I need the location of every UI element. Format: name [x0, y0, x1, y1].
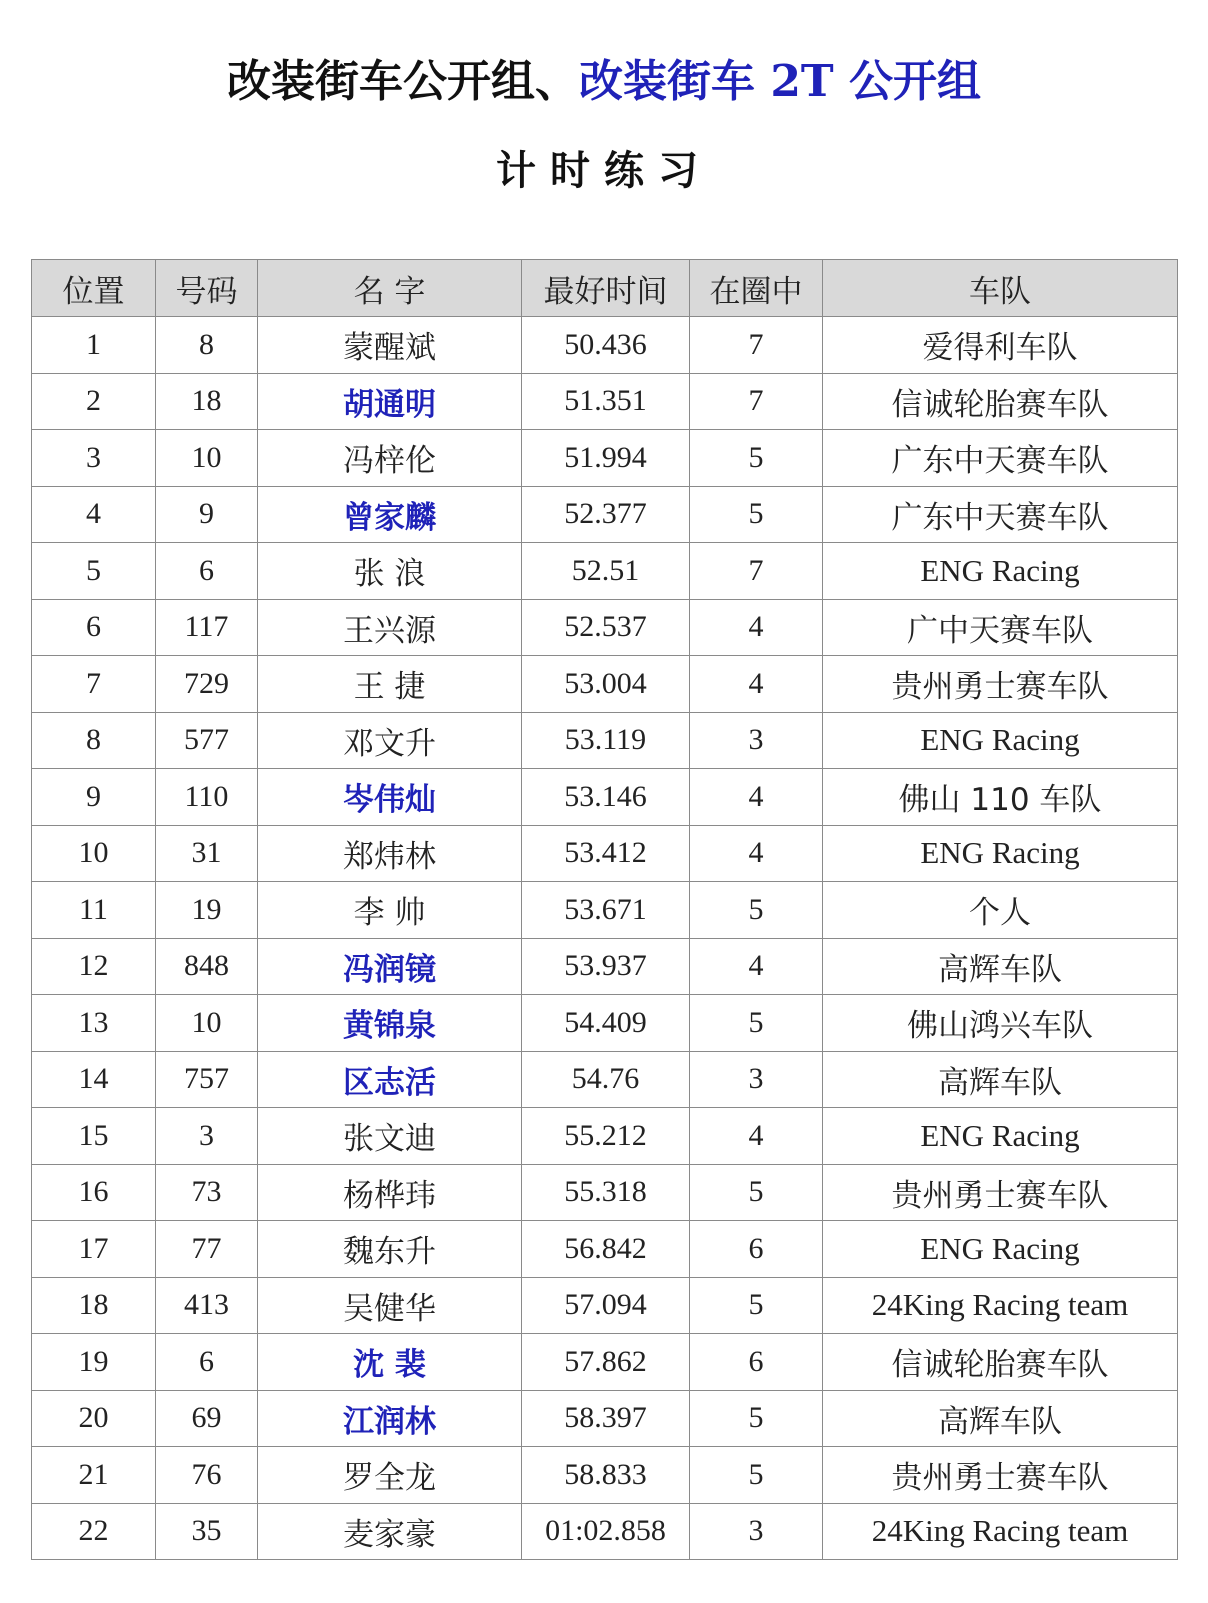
table-row — [32, 317, 1178, 374]
name-cell: 邓文升 — [258, 712, 522, 769]
team-cell: ENG Racing — [823, 1221, 1178, 1278]
header-team: 车队 — [823, 260, 1178, 317]
team-cell: 信诚轮胎赛车队 — [823, 1334, 1178, 1391]
table-row — [32, 1221, 1178, 1278]
best-time-cell: 51.351 — [522, 373, 690, 430]
best-time-cell: 52.377 — [522, 486, 690, 543]
position-cell: 22 — [32, 1503, 156, 1560]
best-time-cell: 53.412 — [522, 825, 690, 882]
best-time-cell: 54.409 — [522, 995, 690, 1052]
name-cell: 区志活 — [258, 1051, 522, 1108]
name-cell: 黄锦泉 — [258, 995, 522, 1052]
name-cell: 罗全龙 — [258, 1447, 522, 1504]
best-time-cell: 57.094 — [522, 1277, 690, 1334]
number-cell: 729 — [156, 656, 258, 713]
team-cell: 广东中天赛车队 — [823, 486, 1178, 543]
position-cell: 2 — [32, 373, 156, 430]
position-cell: 17 — [32, 1221, 156, 1278]
position-cell: 12 — [32, 938, 156, 995]
table-row — [32, 656, 1178, 713]
name-cell: 蒙醒斌 — [258, 317, 522, 374]
table-body — [32, 317, 1178, 1560]
table-row — [32, 1503, 1178, 1560]
best-time-cell: 55.318 — [522, 1164, 690, 1221]
table-row — [32, 938, 1178, 995]
laps-cell: 5 — [690, 995, 823, 1052]
best-time-cell: 54.76 — [522, 1051, 690, 1108]
title-blue-part: 改装街车 2T 公开组 — [579, 56, 981, 107]
table-row — [32, 430, 1178, 487]
table-row — [32, 769, 1178, 826]
laps-cell: 6 — [690, 1334, 823, 1391]
team-cell: 贵州勇士赛车队 — [823, 656, 1178, 713]
laps-cell: 7 — [690, 317, 823, 374]
laps-cell: 5 — [690, 1390, 823, 1447]
table-row — [32, 486, 1178, 543]
number-cell: 69 — [156, 1390, 258, 1447]
table-row — [32, 543, 1178, 600]
table-row — [32, 373, 1178, 430]
position-cell: 10 — [32, 825, 156, 882]
best-time-cell: 53.937 — [522, 938, 690, 995]
number-cell: 577 — [156, 712, 258, 769]
number-cell: 8 — [156, 317, 258, 374]
best-time-cell: 52.51 — [522, 543, 690, 600]
best-time-cell: 01:02.858 — [522, 1503, 690, 1560]
team-cell: 贵州勇士赛车队 — [823, 1164, 1178, 1221]
name-cell: 王 捷 — [258, 656, 522, 713]
position-cell: 15 — [32, 1108, 156, 1165]
table-row — [32, 1390, 1178, 1447]
position-cell: 9 — [32, 769, 156, 826]
table-row — [32, 825, 1178, 882]
name-cell: 胡通明 — [258, 373, 522, 430]
table-row — [32, 1051, 1178, 1108]
position-cell: 19 — [32, 1334, 156, 1391]
position-cell: 1 — [32, 317, 156, 374]
header-position: 位置 — [32, 260, 156, 317]
best-time-cell: 58.397 — [522, 1390, 690, 1447]
team-cell: 爱得利车队 — [823, 317, 1178, 374]
table-row — [32, 1108, 1178, 1165]
laps-cell: 5 — [690, 882, 823, 939]
team-cell: 广中天赛车队 — [823, 599, 1178, 656]
team-cell: 信诚轮胎赛车队 — [823, 373, 1178, 430]
number-cell: 10 — [156, 430, 258, 487]
team-cell: 个人 — [823, 882, 1178, 939]
number-cell: 31 — [156, 825, 258, 882]
name-cell: 冯润镜 — [258, 938, 522, 995]
number-cell: 848 — [156, 938, 258, 995]
laps-cell: 3 — [690, 1051, 823, 1108]
results-table — [31, 259, 1178, 1560]
team-cell: 24King Racing team — [823, 1277, 1178, 1334]
team-cell: ENG Racing — [823, 1108, 1178, 1165]
header-number: 号码 — [156, 260, 258, 317]
laps-cell: 5 — [690, 1447, 823, 1504]
name-cell: 吴健华 — [258, 1277, 522, 1334]
position-cell: 3 — [32, 430, 156, 487]
position-cell: 20 — [32, 1390, 156, 1447]
position-cell: 8 — [32, 712, 156, 769]
laps-cell: 4 — [690, 1108, 823, 1165]
name-cell: 麦家豪 — [258, 1503, 522, 1560]
table-row — [32, 599, 1178, 656]
name-cell: 张 浪 — [258, 543, 522, 600]
header-best-time: 最好时间 — [522, 260, 690, 317]
table-row — [32, 1447, 1178, 1504]
number-cell: 35 — [156, 1503, 258, 1560]
table-row — [32, 1164, 1178, 1221]
best-time-cell: 53.671 — [522, 882, 690, 939]
name-cell: 李 帅 — [258, 882, 522, 939]
team-cell: 广东中天赛车队 — [823, 430, 1178, 487]
best-time-cell: 58.833 — [522, 1447, 690, 1504]
team-cell: ENG Racing — [823, 543, 1178, 600]
number-cell: 110 — [156, 769, 258, 826]
table-header-row — [32, 260, 1178, 317]
laps-cell: 3 — [690, 1503, 823, 1560]
number-cell: 77 — [156, 1221, 258, 1278]
best-time-cell: 56.842 — [522, 1221, 690, 1278]
laps-cell: 4 — [690, 656, 823, 713]
table-row — [32, 995, 1178, 1052]
table-row — [32, 712, 1178, 769]
best-time-cell: 52.537 — [522, 599, 690, 656]
team-cell: 高辉车队 — [823, 938, 1178, 995]
number-cell: 18 — [156, 373, 258, 430]
laps-cell: 4 — [690, 769, 823, 826]
position-cell: 14 — [32, 1051, 156, 1108]
number-cell: 19 — [156, 882, 258, 939]
name-cell: 冯梓伦 — [258, 430, 522, 487]
number-cell: 3 — [156, 1108, 258, 1165]
number-cell: 757 — [156, 1051, 258, 1108]
best-time-cell: 51.994 — [522, 430, 690, 487]
team-cell: 佛山鸿兴车队 — [823, 995, 1178, 1052]
page-subtitle: 计时练习 — [496, 148, 712, 194]
best-time-cell: 57.862 — [522, 1334, 690, 1391]
name-cell: 曾家麟 — [258, 486, 522, 543]
table-row — [32, 1277, 1178, 1334]
laps-cell: 6 — [690, 1221, 823, 1278]
team-cell: 24King Racing team — [823, 1503, 1178, 1560]
team-cell: 高辉车队 — [823, 1051, 1178, 1108]
position-cell: 4 — [32, 486, 156, 543]
header-laps: 在圈中 — [690, 260, 823, 317]
team-cell: 高辉车队 — [823, 1390, 1178, 1447]
position-cell: 11 — [32, 882, 156, 939]
name-cell: 王兴源 — [258, 599, 522, 656]
best-time-cell: 50.436 — [522, 317, 690, 374]
best-time-cell: 55.212 — [522, 1108, 690, 1165]
page-title — [0, 52, 1208, 112]
laps-cell: 4 — [690, 599, 823, 656]
best-time-cell: 53.004 — [522, 656, 690, 713]
laps-cell: 5 — [690, 430, 823, 487]
team-cell: 贵州勇士赛车队 — [823, 1447, 1178, 1504]
laps-cell: 3 — [690, 712, 823, 769]
title-black-part: 改装街车公开组、 — [227, 56, 579, 107]
team-cell: ENG Racing — [823, 825, 1178, 882]
number-cell: 6 — [156, 1334, 258, 1391]
name-cell: 岑伟灿 — [258, 769, 522, 826]
team-cell: 佛山 110 车队 — [823, 769, 1178, 826]
number-cell: 76 — [156, 1447, 258, 1504]
position-cell: 21 — [32, 1447, 156, 1504]
best-time-cell: 53.146 — [522, 769, 690, 826]
table-row — [32, 882, 1178, 939]
position-cell: 6 — [32, 599, 156, 656]
name-cell: 杨桦玮 — [258, 1164, 522, 1221]
name-cell: 张文迪 — [258, 1108, 522, 1165]
position-cell: 7 — [32, 656, 156, 713]
team-cell: ENG Racing — [823, 712, 1178, 769]
name-cell: 沈 裴 — [258, 1334, 522, 1391]
laps-cell: 7 — [690, 373, 823, 430]
name-cell: 郑炜林 — [258, 825, 522, 882]
number-cell: 9 — [156, 486, 258, 543]
laps-cell: 5 — [690, 1164, 823, 1221]
position-cell: 13 — [32, 995, 156, 1052]
laps-cell: 4 — [690, 938, 823, 995]
position-cell: 5 — [32, 543, 156, 600]
number-cell: 6 — [156, 543, 258, 600]
laps-cell: 5 — [690, 486, 823, 543]
number-cell: 117 — [156, 599, 258, 656]
best-time-cell: 53.119 — [522, 712, 690, 769]
number-cell: 10 — [156, 995, 258, 1052]
number-cell: 73 — [156, 1164, 258, 1221]
header-name: 名 字 — [258, 260, 522, 317]
position-cell: 18 — [32, 1277, 156, 1334]
position-cell: 16 — [32, 1164, 156, 1221]
name-cell: 魏东升 — [258, 1221, 522, 1278]
laps-cell: 7 — [690, 543, 823, 600]
laps-cell: 4 — [690, 825, 823, 882]
table-row — [32, 1334, 1178, 1391]
number-cell: 413 — [156, 1277, 258, 1334]
name-cell: 江润林 — [258, 1390, 522, 1447]
laps-cell: 5 — [690, 1277, 823, 1334]
